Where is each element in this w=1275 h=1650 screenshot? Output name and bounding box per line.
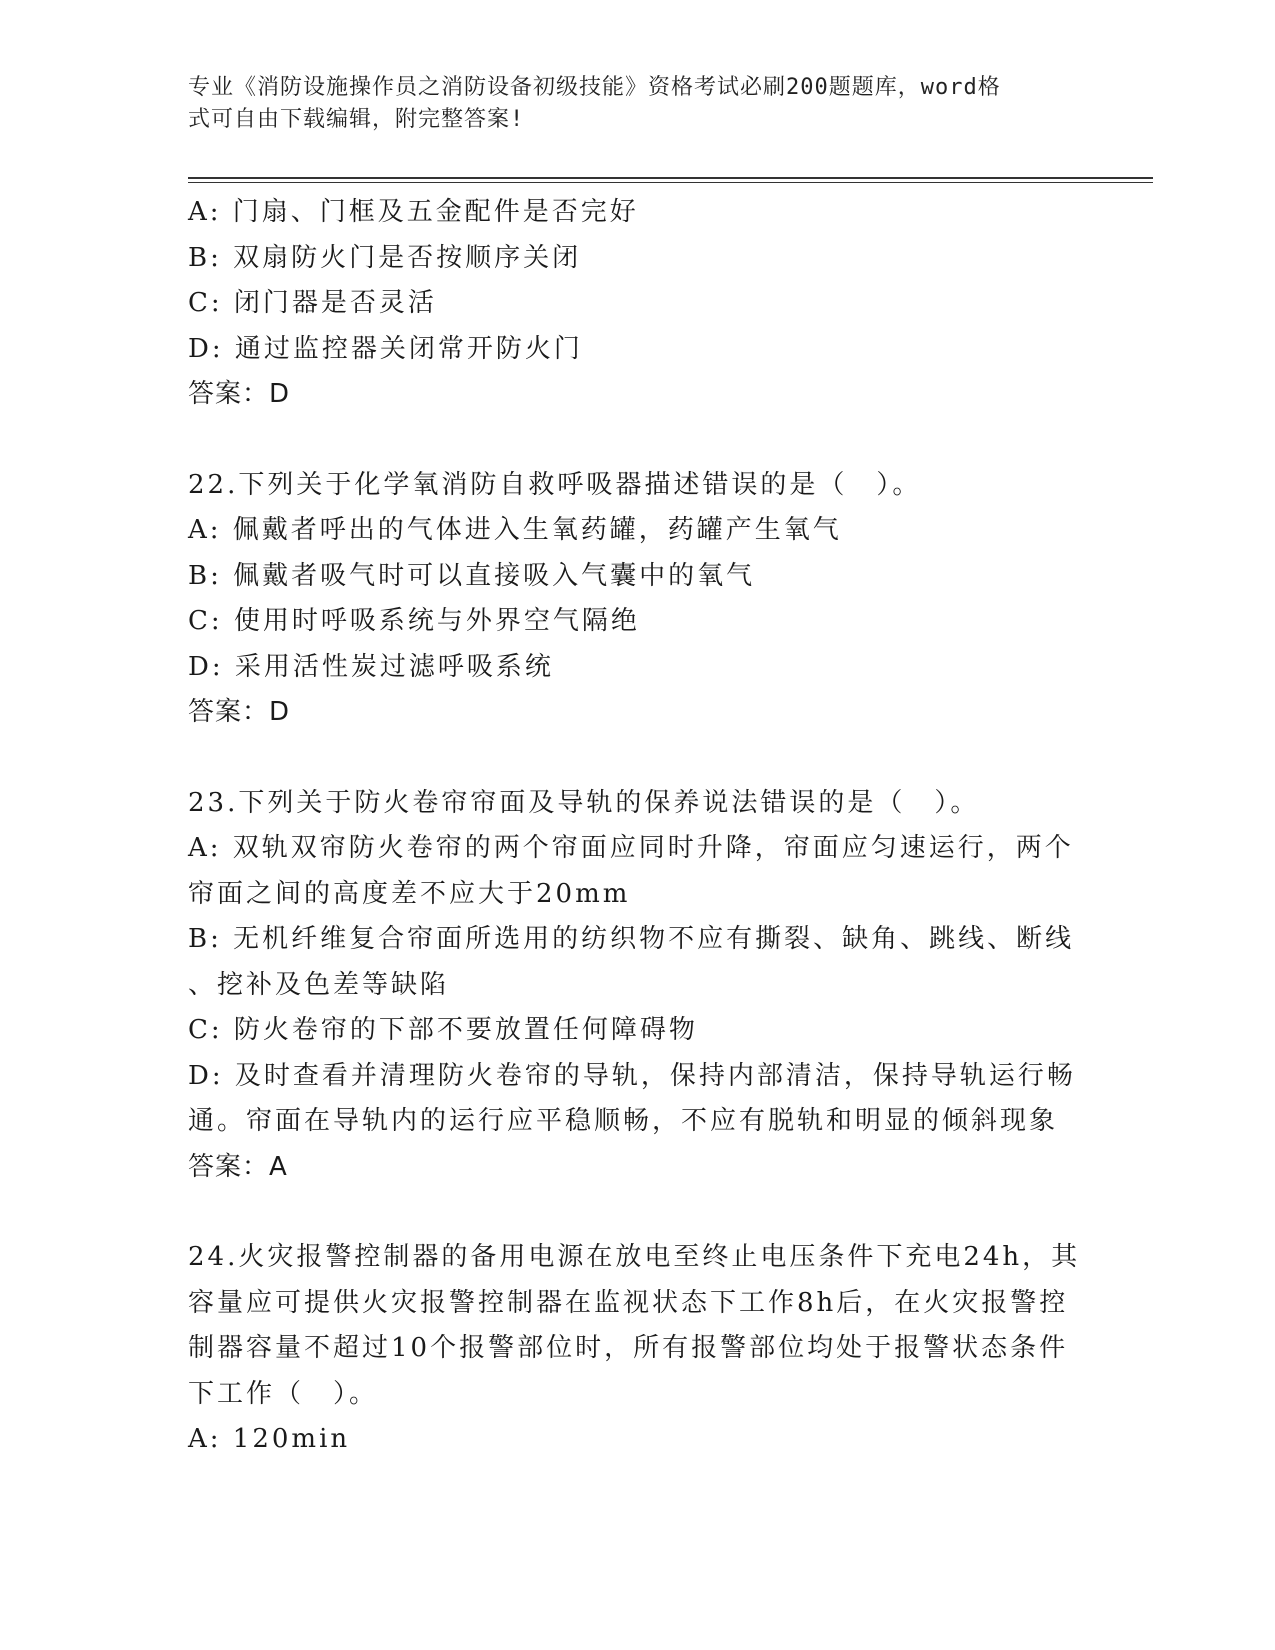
header-line: 式可自由下载编辑，附完整答案! [188, 107, 525, 132]
option-c: C: 使用时呼吸系统与外界空气隔绝 [188, 606, 640, 636]
question-list [188, 190, 1088, 1463]
spacer [188, 736, 1088, 781]
option-a: A: 双轨双帘防火卷帘的两个帘面应同时升降，帘面应匀速运行，两个 [188, 833, 1074, 863]
question-text: 22.下列关于化学氧消防自救呼吸器描述错误的是（ ）。 [188, 469, 922, 500]
document-header [188, 72, 1068, 136]
question-block [188, 190, 1088, 418]
header-divider [188, 182, 1153, 183]
option-b-continued: 、挖补及色差等缺陷 [188, 969, 450, 1000]
option-d: D: 及时查看并清理防火卷帘的导轨，保持内部清洁，保持导轨运行畅 [188, 1060, 1076, 1091]
question-text-continued: 下工作（ ）。 [188, 1378, 379, 1409]
option-c: C: 闭门器是否灵活 [188, 288, 437, 318]
header-line: 专业《消防设施操作员之消防设备初级技能》资格考试必刷200题题库，word格 [188, 75, 1001, 100]
question-block [188, 781, 1088, 1191]
header-divider [188, 177, 1153, 179]
option-d: D: 通过监控器关闭常开防火门 [188, 333, 583, 364]
answer-line: 答案：A [188, 1151, 288, 1182]
option-b: B: 佩戴者吸气时可以直接吸入气囊中的氧气 [188, 560, 756, 591]
spacer [188, 1190, 1088, 1235]
option-b: B: 双扇防火门是否按顺序关闭 [188, 242, 582, 273]
question-text: 23.下列关于防火卷帘帘面及导轨的保养说法错误的是（ ）。 [188, 787, 980, 818]
question-block [188, 1235, 1088, 1463]
question-text-continued: 容量应可提供火灾报警控制器在监视状态下工作8h后，在火灾报警控 [188, 1287, 1069, 1318]
question-block [188, 463, 1088, 736]
spacer [188, 418, 1088, 463]
option-d: D: 采用活性炭过滤呼吸系统 [188, 651, 554, 682]
option-b: B: 无机纤维复合帘面所选用的纺织物不应有撕裂、缺角、跳线、断线 [188, 924, 1075, 954]
option-a: A: 门扇、门框及五金配件是否完好 [188, 197, 639, 227]
option-c: C: 防火卷帘的下部不要放置任何障碍物 [188, 1015, 698, 1045]
option-a: A: 佩戴者呼出的气体进入生氧药罐，药罐产生氧气 [188, 515, 842, 545]
option-a-continued: 帘面之间的高度差不应大于20mm [188, 878, 631, 909]
answer-line: 答案：D [188, 379, 291, 409]
option-a: A: 120min [188, 1424, 351, 1454]
option-d-continued: 通。帘面在导轨内的运行应平稳顺畅，不应有脱轨和明显的倾斜现象 [188, 1106, 1059, 1136]
question-text: 24.火灾报警控制器的备用电源在放电至终止电压条件下充电24h，其 [188, 1242, 1081, 1272]
question-text-continued: 制器容量不超过10个报警部位时，所有报警部位均处于报警状态条件 [188, 1333, 1069, 1363]
answer-line: 答案：D [188, 697, 291, 727]
